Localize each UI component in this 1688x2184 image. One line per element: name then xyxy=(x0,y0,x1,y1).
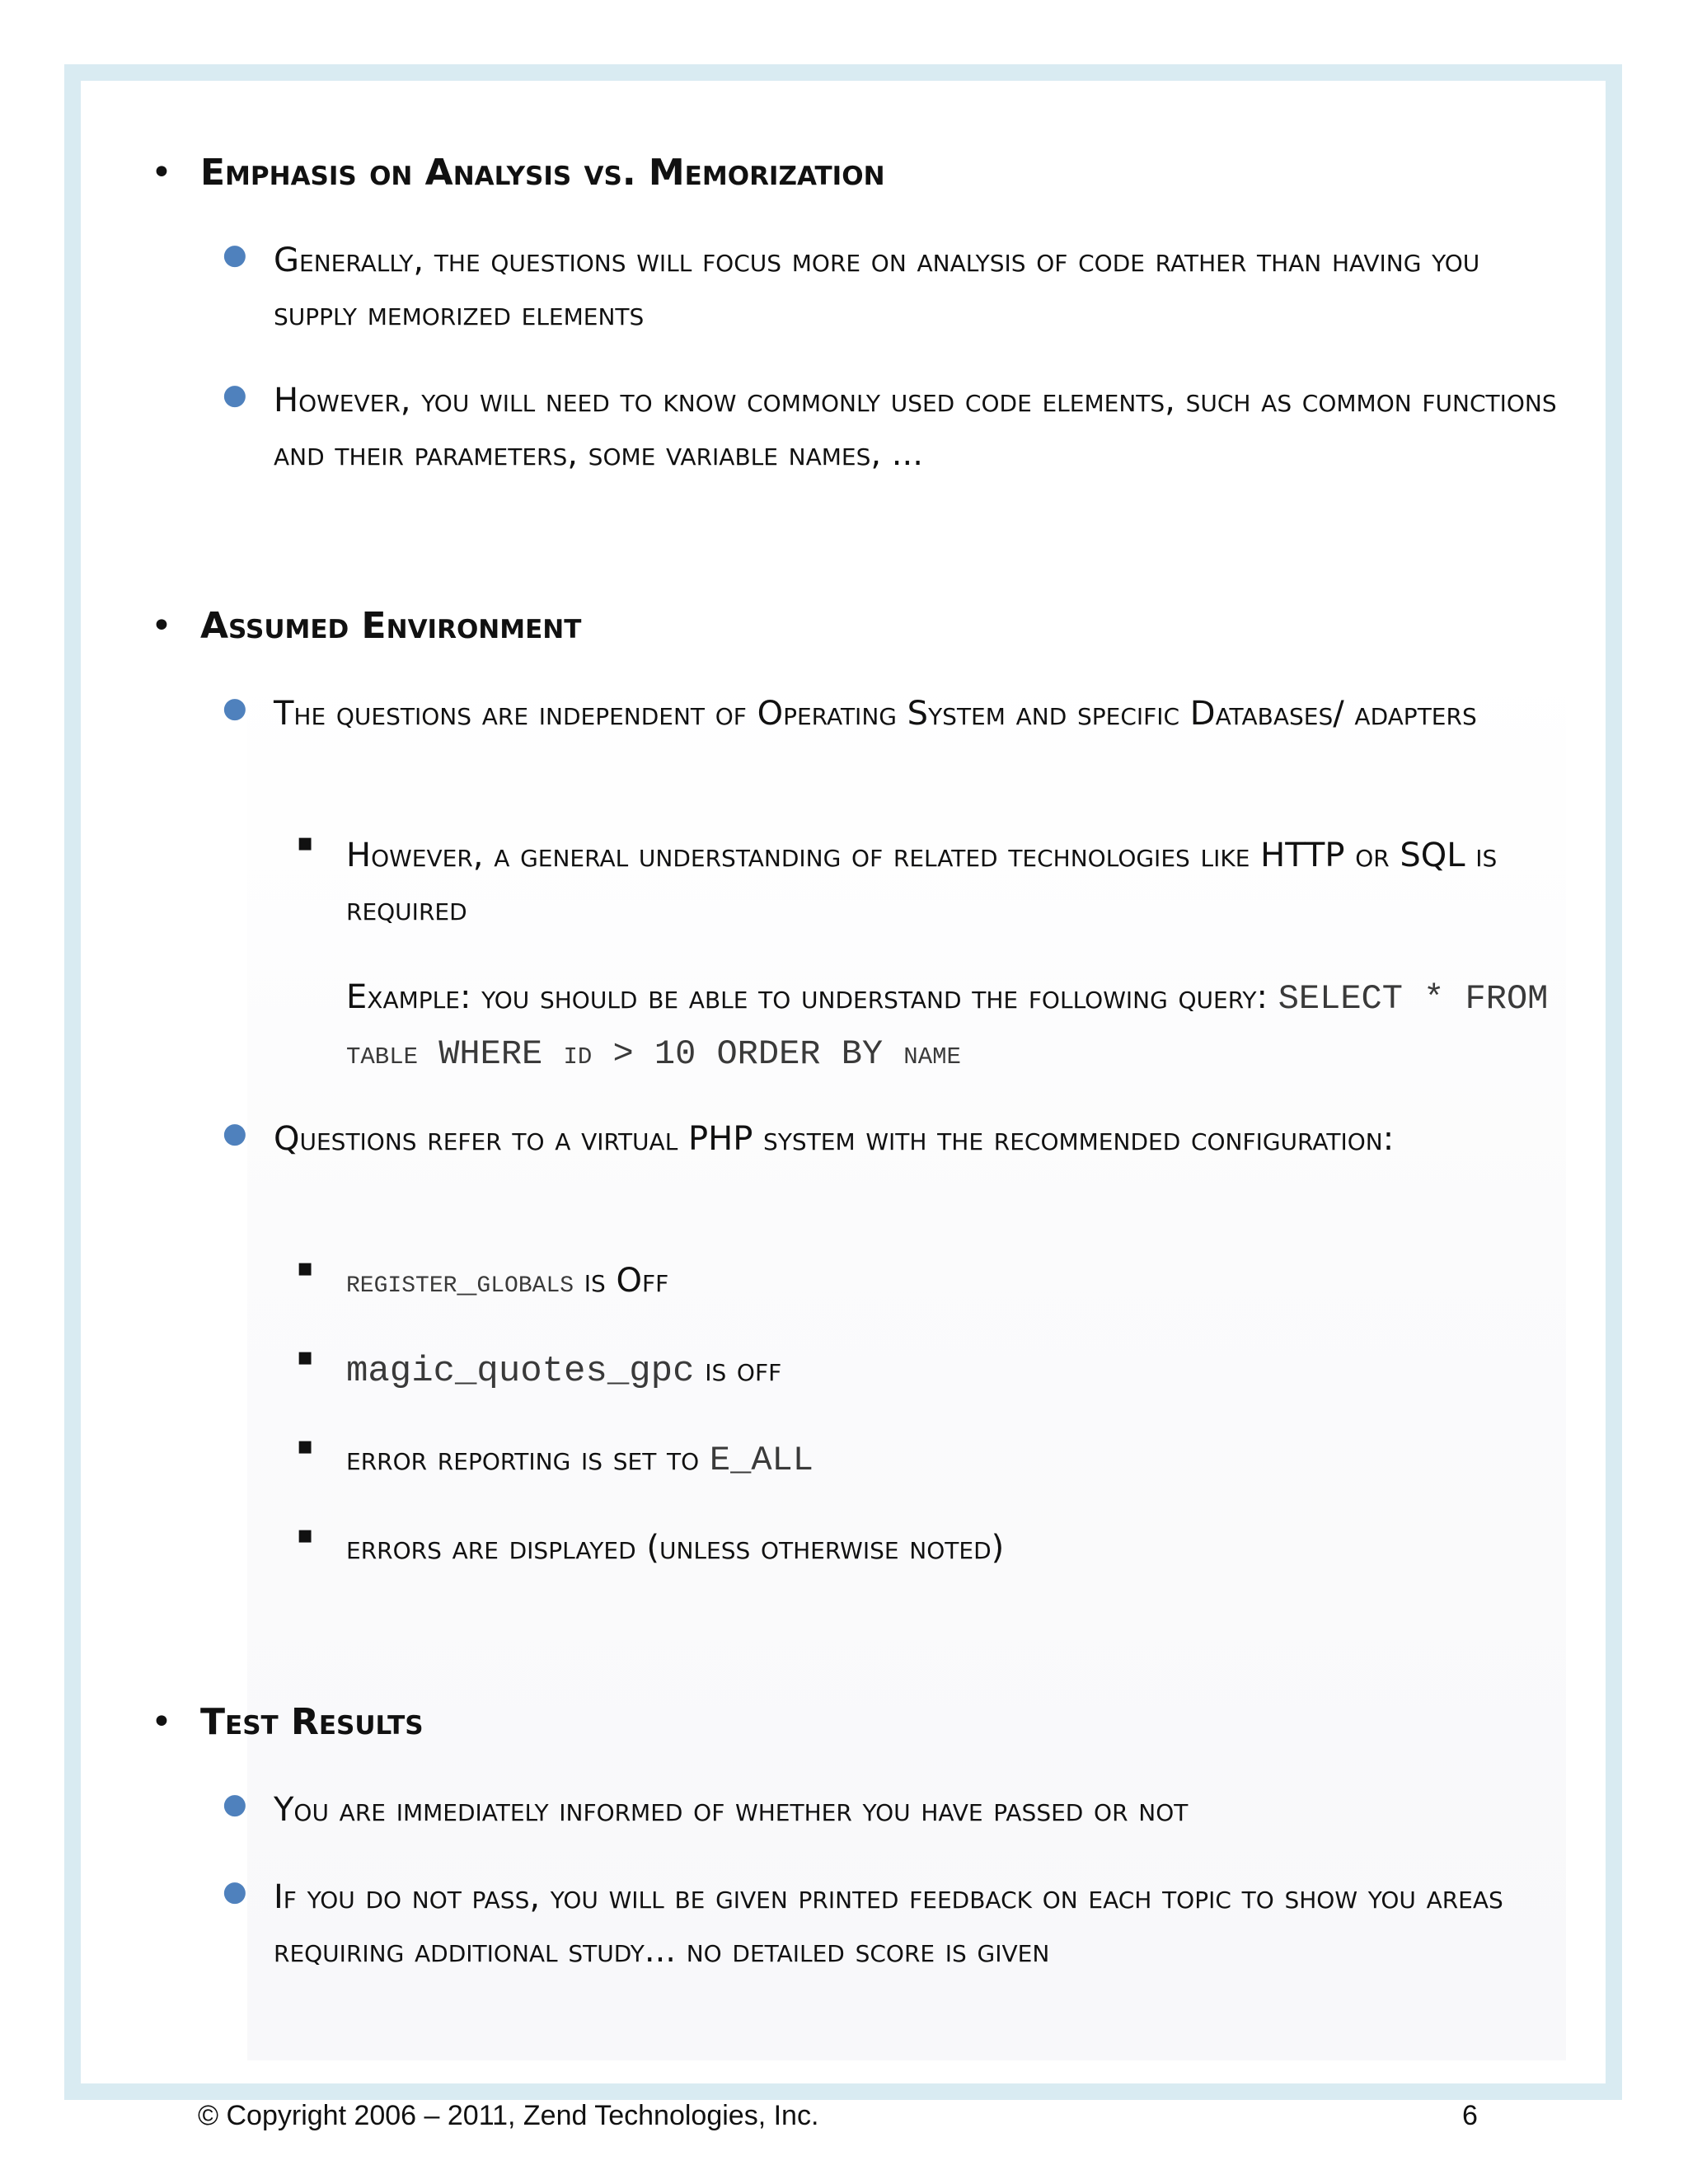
section-heading-results xyxy=(151,1701,424,1743)
example-lead: Example: you should be able to understand the following query: xyxy=(346,978,1268,1016)
bullet: ▪ xyxy=(297,828,314,857)
bullet: • xyxy=(151,152,172,194)
bullet: ▪ xyxy=(297,1521,314,1549)
bullet: ● xyxy=(223,238,247,271)
item-text: However, a general understanding of related technologies like HTTP or SQL is required xyxy=(346,837,1498,928)
list-item xyxy=(223,1783,1558,1837)
bullet: ● xyxy=(223,1788,247,1821)
config-item xyxy=(297,1432,1566,1488)
footer-copyright: © Copyright 2006 – 2011, Zend Technologies, Inc. xyxy=(198,2100,819,2131)
config-code: magic_quotes_gpc xyxy=(346,1351,695,1392)
section-heading-analysis xyxy=(151,152,885,194)
bullet: • xyxy=(151,1701,172,1743)
item-text: The questions are independent of Operating System and specific Databases/ adapters xyxy=(274,695,1477,733)
bullet: ▪ xyxy=(297,1432,314,1460)
config-item xyxy=(297,1254,1566,1310)
page-number: 6 xyxy=(1462,2100,1478,2131)
section-heading-environment xyxy=(151,605,581,647)
config-code: register_globals xyxy=(346,1265,574,1302)
bullet: • xyxy=(151,605,172,647)
heading-text: Test Results xyxy=(200,1701,424,1743)
item-text: You are immediately informed of whether you have passed or not xyxy=(274,1791,1189,1829)
config-text xyxy=(346,1432,1566,1488)
example-text xyxy=(346,971,1566,1081)
heading-text: Emphasis on Analysis vs. Memorization xyxy=(200,152,885,194)
bullet: ● xyxy=(223,378,247,411)
example-paragraph xyxy=(297,971,1566,1081)
config-item xyxy=(297,1521,1566,1575)
config-label: errors are displayed (unless otherwise noted) xyxy=(346,1529,1005,1567)
item-text: Questions refer to a virtual PHP system with the recommended configuration: xyxy=(274,1120,1395,1158)
config-item xyxy=(297,1343,1566,1399)
config-text xyxy=(346,1343,1566,1399)
config-code: E_ALL xyxy=(709,1441,814,1480)
config-text xyxy=(346,1254,1566,1310)
sub-list-item xyxy=(297,829,1566,936)
list-item xyxy=(223,687,1558,741)
config-rest: is off xyxy=(705,1351,782,1389)
item-text: If you do not pass, you will be given printed feedback on each topic to show you areas requiring additional study... no detailed score is given xyxy=(274,1878,1503,1970)
bullet: ● xyxy=(223,691,247,724)
list-item xyxy=(223,1871,1558,1978)
list-item xyxy=(223,374,1558,481)
list-item xyxy=(223,234,1558,341)
bullet: ● xyxy=(223,1117,247,1150)
example-query: SELECT * FROM table WHERE id > 10 ORDER BY name xyxy=(346,979,1549,1074)
config-rest: is Off xyxy=(584,1262,669,1300)
bullet: ▪ xyxy=(297,1254,314,1282)
bullet: ● xyxy=(223,1875,247,1908)
item-text: Generally, the questions will focus more on analysis of code rather than having you supply memorized elements xyxy=(274,241,1480,333)
item-text: However, you will need to know commonly used code elements, such as common functions and their parameters, some variable names, ... xyxy=(274,382,1557,473)
bullet: ▪ xyxy=(297,1343,314,1371)
heading-text: Assumed Environment xyxy=(200,605,582,647)
list-item xyxy=(223,1113,1558,1166)
config-label: error reporting is set to xyxy=(346,1440,700,1478)
